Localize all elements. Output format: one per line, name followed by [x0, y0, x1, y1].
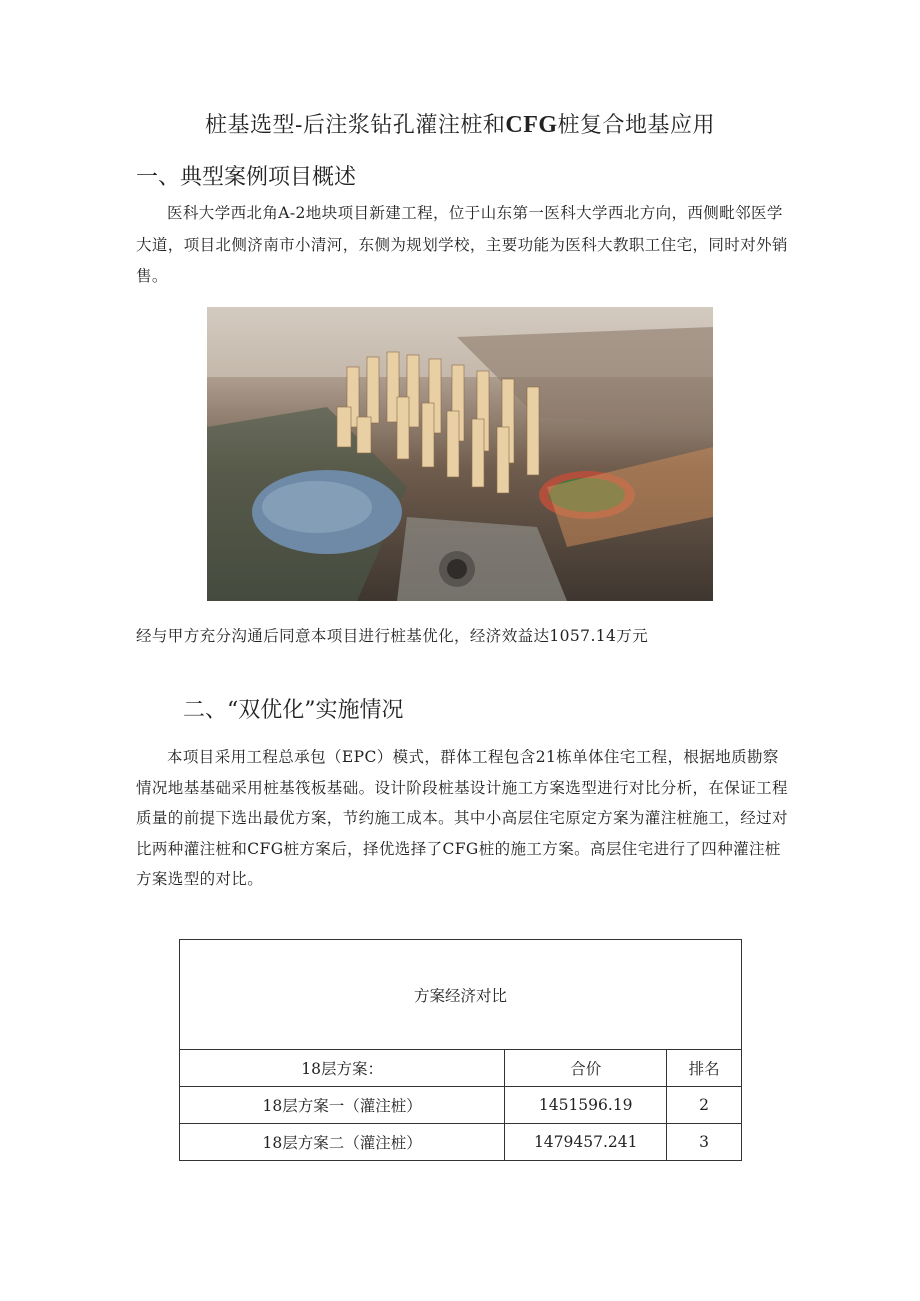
title-bold: CFG	[505, 112, 558, 138]
comparison-table	[179, 939, 742, 1161]
section2-heading: 二、“双优化”实施情况	[183, 698, 404, 723]
table-cell: 2	[667, 1087, 742, 1124]
table-header-cell: 18层方案：	[180, 1050, 505, 1087]
table-cell: 18层方案二（灌注桩）	[180, 1124, 505, 1161]
section1-paragraph: 医科大学西北角A-2地块项目新建工程，位于山东第一医科大学西北方向，西侧毗邻医学大道，项目北侧济南市小清河，东侧为规划学校，主要功能为医科大教职工住宅，同时对外销售。	[136, 204, 788, 285]
table-header-cell: 合价	[505, 1050, 667, 1087]
optimization-result: 经与甲方充分沟通后同意本项目进行桩基优化，经济效益达1057.14万元	[136, 627, 649, 645]
table-cell: 1479457.241	[505, 1124, 667, 1161]
table-cell: 18层方案一（灌注桩）	[180, 1087, 505, 1124]
table-row	[180, 1124, 742, 1161]
title-suffix: 桩复合地基应用	[557, 113, 716, 138]
section2-paragraph: 本项目采用工程总承包（EPC）模式，群体工程包含21栋单体住宅工程，根据地质勘察情况地基基础采用桩基筏板基础。设计阶段桩基设计施工方案选型进行对比分析，在保证工程质量的前提下选出最优方案，节约施工成本。其中小高层住宅原定方案为灌注桩施工，经过对比两种灌注桩和CFG桩方案后，择优选择了CFG桩的施工方案。高层住宅进行了四种灌注桩方案选型的对比。	[136, 748, 788, 888]
table-header-cell: 排名	[667, 1050, 742, 1087]
table-cell: 3	[667, 1124, 742, 1161]
table-row	[180, 1087, 742, 1124]
table-caption: 方案经济对比	[180, 940, 742, 1050]
project-aerial-image	[207, 307, 713, 601]
section1-heading: 一、典型案例项目概述	[136, 165, 357, 190]
title-prefix: 桩基选型-后注浆钻孔灌注桩和	[204, 113, 506, 138]
table-header-row	[180, 1050, 742, 1087]
document-title	[0, 108, 920, 139]
table-cell: 1451596.19	[505, 1087, 667, 1124]
